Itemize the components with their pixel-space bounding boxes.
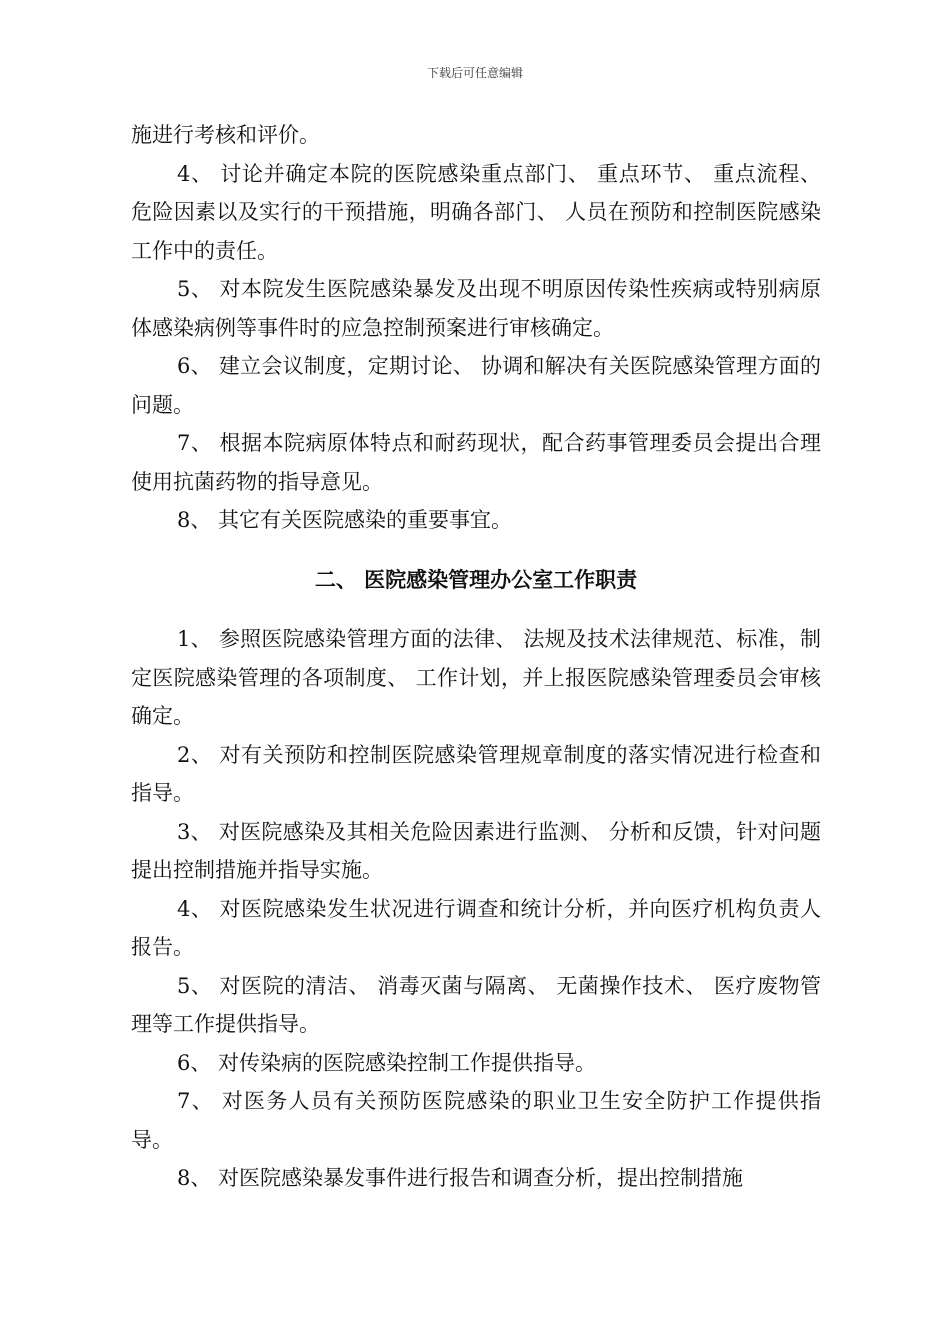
list-item: 5、 对本院发生医院感染暴发及出现不明原因传染性疾病或特别病原体感染病例等事件时的应急控制预案进行审核确定。 [131,277,821,340]
list-item: 7、 对医务人员有关预防医院感染的职业卫生安全防护工作提供指导。 [131,1089,821,1152]
document-body [131,116,821,1198]
header-note: 下载后可任意编辑 [426,66,523,80]
list-item: 4、 讨论并确定本院的医院感染重点部门、 重点环节、 重点流程、 危险因素以及实行的干预措施，明确各部门、 人员在预防和控制医院感染工作中的责任。 [131,161,821,263]
list-item: 8、 对医院感染暴发事件进行报告和调查分析，提出控制措施 [177,1166,744,1190]
list-item: 6、 对传染病的医院感染控制工作提供指导。 [177,1050,597,1075]
list-item: 7、 根据本院病原体特点和耐药现状，配合药事管理委员会提出合理使用抗菌药物的指导意见。 [131,431,821,494]
paragraph-continuation: 施进行考核和评价。 [131,123,320,147]
list-item: 1、 参照医院感染管理方面的法律、 法规及技术法律规范、标准，制定医院感染管理的各项制度、 工作计划，并上报医院感染管理委员会审核确定。 [131,627,821,728]
list-item: 2、 对有关预防和控制医院感染管理规章制度的落实情况进行检查和指导。 [131,742,821,805]
list-item: 6、 建立会议制度，定期讨论、 协调和解决有关医院感染管理方面的问题。 [131,354,821,417]
section-heading: 二、 医院感染管理办公室工作职责 [314,566,638,592]
list-item: 4、 对医院感染发生状况进行调查和统计分析，并向医疗机构负责人报告。 [131,896,821,959]
list-item: 5、 对医院的清洁、 消毒灭菌与隔离、 无菌操作技术、 医疗废物管理等工作提供指导。 [131,973,821,1036]
list-item: 8、 其它有关医院感染的重要事宜。 [177,508,513,532]
list-item: 3、 对医院感染及其相关危险因素进行监测、 分析和反馈，针对问题提出控制措施并指导实施。 [131,819,821,882]
